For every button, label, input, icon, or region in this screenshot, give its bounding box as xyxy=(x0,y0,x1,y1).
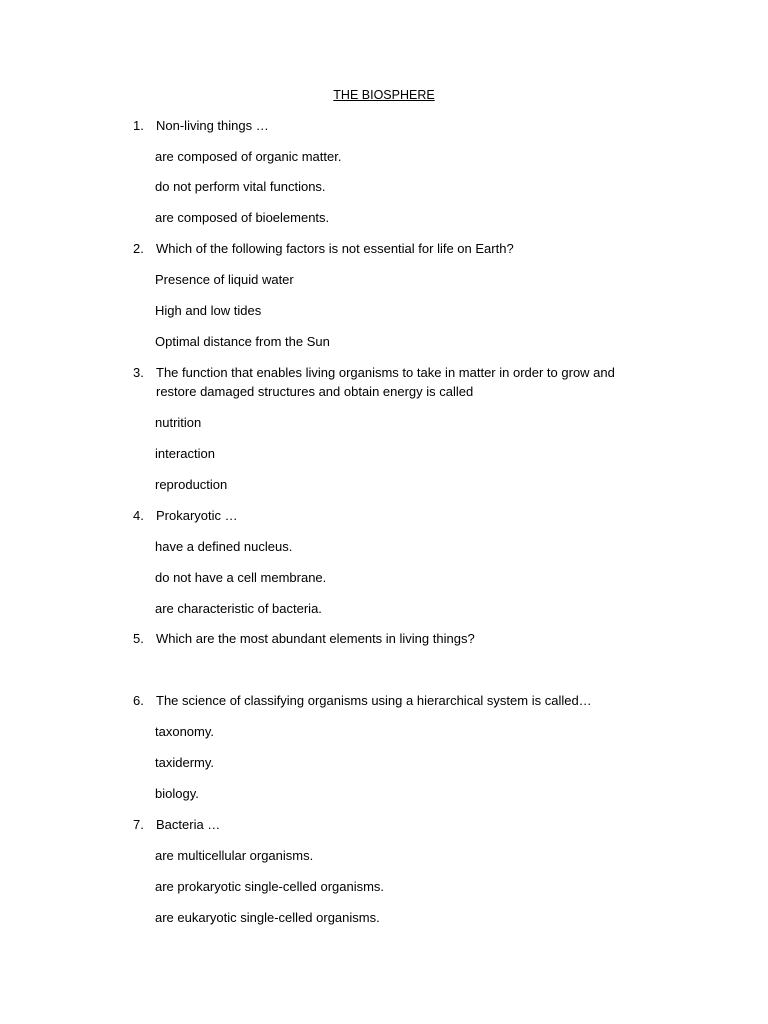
answer-option: High and low tides xyxy=(155,303,262,318)
answer-option: Presence of liquid water xyxy=(155,272,294,287)
question-number: 5. xyxy=(133,631,144,646)
question-number: 3. xyxy=(133,365,144,380)
answer-option: do not have a cell membrane. xyxy=(155,570,327,585)
question-text: Non-living things … xyxy=(156,118,269,133)
answer-option: taxonomy. xyxy=(155,724,215,739)
answer-option: Optimal distance from the Sun xyxy=(155,334,330,349)
question-number: 6. xyxy=(133,693,144,708)
answer-option: taxidermy. xyxy=(155,755,214,770)
question-number: 2. xyxy=(133,241,144,256)
question-text: Which are the most abundant elements in living things? xyxy=(156,631,475,646)
answer-option: are composed of organic matter. xyxy=(155,149,342,164)
answer-option: are characteristic of bacteria. xyxy=(155,601,322,616)
answer-option: interaction xyxy=(155,446,215,461)
question-text-line-1: The function that enables living organisms to take in matter in order to grow and xyxy=(156,365,615,380)
answer-option: do not perform vital functions. xyxy=(155,179,326,194)
answer-option: are multicellular organisms. xyxy=(155,848,314,863)
answer-option: reproduction xyxy=(155,477,228,492)
question-text: The science of classifying organisms using a hierarchical system is called… xyxy=(156,693,592,708)
question-text: Bacteria … xyxy=(156,817,221,832)
question-text: Which of the following factors is not essential for life on Earth? xyxy=(156,241,514,256)
answer-option: have a defined nucleus. xyxy=(155,539,293,554)
document-title: THE BIOSPHERE xyxy=(333,88,435,102)
question-text: Prokaryotic … xyxy=(156,508,238,523)
question-number: 1. xyxy=(133,118,144,133)
question-number: 7. xyxy=(133,817,144,832)
answer-option: are eukaryotic single-celled organisms. xyxy=(155,910,380,925)
answer-option: are composed of bioelements. xyxy=(155,210,330,225)
answer-option: nutrition xyxy=(155,415,202,430)
answer-option: biology. xyxy=(155,786,199,801)
answer-option: are prokaryotic single-celled organisms. xyxy=(155,879,385,894)
question-number: 4. xyxy=(133,508,144,523)
question-text-line-2: restore damaged structures and obtain energy is called xyxy=(156,384,474,399)
